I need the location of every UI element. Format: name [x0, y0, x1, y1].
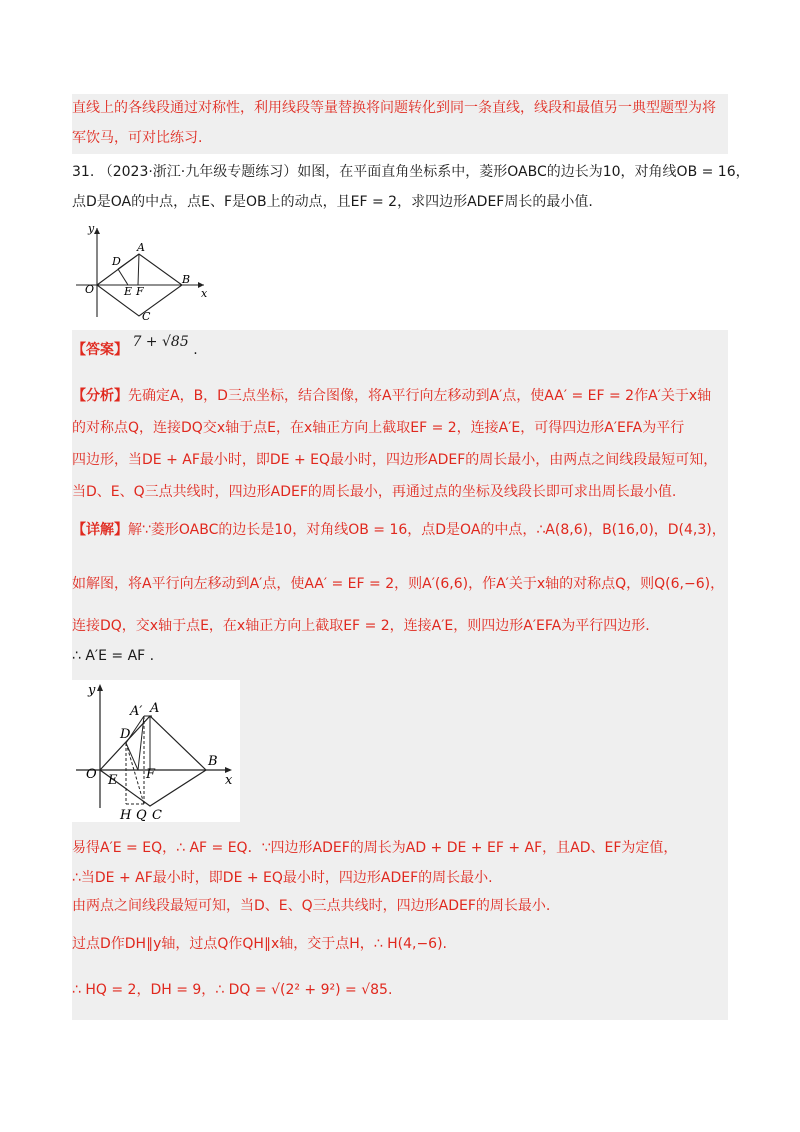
after-line-1: 易得A′E = EQ，∴ AF = EQ．∵四边形ADEF的周长为AD + DE + EF + AF，且AD、EF为定值， [72, 840, 678, 856]
analysis-line-3: 四边形，当DE + AF最小时，即DE + EQ最小时，四边形ADEF的周长最小，由两点之间线段最短可知， [72, 452, 718, 468]
fig2-label-x: x [225, 773, 233, 788]
detail-tag: 【详解】 [72, 522, 128, 538]
fig2-label-Q: Q [136, 808, 147, 822]
analysis-tag: 【分析】 [72, 388, 128, 404]
question-line-1 [72, 162, 750, 182]
analysis-line-4: 当D、E、Q三点共线时，四边形ADEF的周长最小，再通过点的坐标及线段长即可求出周长最小值. [72, 484, 677, 500]
answer-end: . [193, 342, 198, 358]
fig2-label-F: F [146, 767, 156, 782]
fig2-label-B: B [208, 754, 218, 769]
fig2-label-A: A [150, 701, 160, 716]
question-text-1: （2023·浙江·九年级专题练习）如图，在平面直角坐标系中，菱形OABC的边长为10，对角线OB = 16， [98, 164, 750, 180]
fig1-label-E: E [124, 285, 133, 298]
fig2-label-H: H [120, 808, 132, 822]
question-number: 31. [72, 164, 95, 180]
answer-line [72, 334, 198, 360]
analysis-line-1 [72, 386, 711, 406]
fig2-label-A-prime: A′ [130, 704, 143, 719]
fig1-label-x: x [201, 287, 208, 300]
answer-tag: 【答案】 [72, 342, 128, 358]
detail-line-4: ∴ A′E = AF . [72, 648, 155, 664]
intro-line-1: 直线上的各线段通过对称性，利用线段等量替换将问题转化到同一条直线，线段和最值另一典型题型为将 [72, 100, 716, 116]
fig2-label-C: C [152, 808, 162, 822]
fig1-label-A: A [137, 241, 145, 254]
intro-line-2: 军饮马，可对比练习. [72, 130, 203, 146]
rhombus-figure-small [72, 222, 222, 320]
after-line-4: 过点D作DH∥y轴，过点Q作QH∥x轴，交于点H，∴ H(4,−6). [72, 936, 448, 952]
after-line-5: ∴ HQ = 2，DH = 9，∴ DQ = √(2² + 9²) = √85. [72, 982, 393, 998]
after-line-3: 由两点之间线段最短可知，当D、E、Q三点共线时，四边形ADEF的周长最小. [72, 898, 551, 914]
detail-line-1 [72, 520, 726, 540]
fig2-label-E: E [108, 773, 118, 788]
fig1-label-O: O [85, 283, 95, 296]
answer-value: 7 + √85 [132, 334, 189, 350]
fig1-label-B: B [182, 273, 191, 286]
after-line-2: ∴当DE + AF最小时，即DE + EQ最小时，四边形ADEF的周长最小. [72, 870, 493, 886]
detail-line-3: 连接DQ，交x轴于点E，在x轴正方向上截取EF = 2，连接A′E，则四边形A′EFA为平行四边形. [72, 618, 650, 634]
fig1-label-D: D [112, 255, 121, 268]
fig2-label-y: y [88, 683, 96, 698]
detail-line-2: 如解图，将A平行向左移动到A′点，使AA′ = EF = 2，则A′(6,6)，作A′关于x轴的对称点Q，则Q(6,−6)， [72, 576, 725, 592]
fig2-label-O: O [86, 767, 97, 782]
analysis-text-1: 先确定A，B，D三点坐标，结合图像，将A平行向左移动到A′点，使AA′ = EF = 2作A′关于x轴 [128, 388, 712, 404]
detail-text-1: 解∵菱形OABC的边长是10，对角线OB = 16，点D是OA的中点，∴A(8,6)，B(16,0)，D(4,3)， [128, 522, 726, 538]
fig2-label-D: D [120, 727, 131, 742]
fig1-label-C: C [142, 310, 151, 320]
question-line-2: 点D是OA的中点，点E、F是OB上的动点，且EF = 2，求四边形ADEF周长的最小值. [72, 194, 593, 210]
fig1-label-F: F [136, 285, 144, 298]
analysis-line-2: 的对称点Q，连接DQ交x轴于点E，在x轴正方向上截取EF = 2，连接A′E，可得四边形A′EFA为平行 [72, 420, 685, 436]
rhombus-figure-solution [72, 680, 240, 822]
fig1-label-y: y [88, 222, 95, 235]
